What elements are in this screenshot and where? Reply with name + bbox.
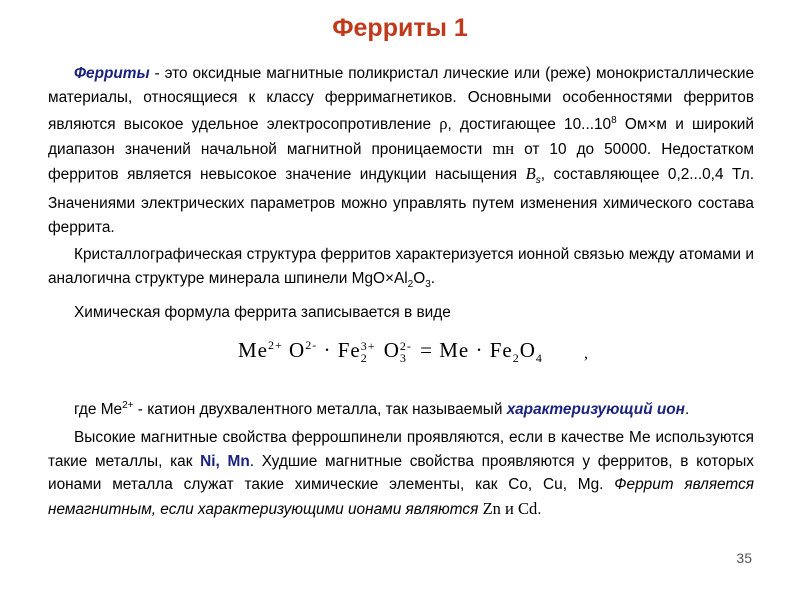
spinel-sub-2: 3 (425, 279, 431, 291)
properties-text-c: . (537, 500, 542, 518)
formula-expression (238, 334, 543, 371)
formula-dot: · (323, 338, 332, 363)
formula-o3-sup: 2- (399, 339, 412, 354)
paragraph-structure (48, 243, 754, 296)
formula-rhs-fe-sub: 2 (512, 351, 520, 366)
formula-equals: = (420, 338, 433, 363)
spinel-formula-end: . (430, 269, 436, 287)
bs-symbol: B (525, 163, 536, 183)
definition-text-d: от 10 до 50000. Недостатком ферритов является невысокое значение индукции насыщения (48, 140, 754, 183)
metals-zn-cd: Zn и Cd (482, 498, 538, 518)
bs-subscript: s (535, 174, 541, 186)
formula-o3-indices (400, 340, 412, 364)
formula-rhs-o-sub: 4 (535, 351, 543, 366)
formula-rhs-o: O (519, 338, 536, 363)
formula-me: Me (238, 338, 268, 363)
cation-sup: 2+ (122, 400, 134, 412)
formula-fe-indices (361, 340, 376, 364)
paragraph-definition (48, 62, 754, 239)
mu-symbol: mн (492, 138, 515, 158)
definition-text-e: , составляющее 0,2...0,4 Тл. Значениями электрических параметров можно управлять путем изменения химического состава феррита. (48, 165, 754, 236)
definition-text-b: , достигающее 10...10 (447, 116, 612, 134)
cation-text-b: - катион двухвалентного металла, так называемый (133, 401, 507, 419)
paragraph-formula-intro: Химическая формула феррита записывается в виде (74, 303, 451, 321)
slide-content (48, 62, 754, 521)
formula-o: O (289, 338, 306, 363)
properties-text-a: Высокие магнитные свойства феррошпинели проявляются, если в качестве Ме используются такие металлы, как (48, 428, 754, 470)
cation-text-a: где Me (74, 401, 123, 419)
formula-o3-sub: 3 (399, 351, 407, 366)
definition-text-c: Ом×м и широкий диапазон значений начальной магнитной проницаемости (48, 116, 755, 158)
formula-o3: O (383, 338, 400, 363)
structure-text: Кристаллографическая структура ферритов характеризуется ионной связью между атомами и аналогична структуре минерала шпинели (48, 246, 754, 287)
metals-ni-mn: Ni, Mn (200, 452, 250, 470)
formula-fe-sub: 2 (360, 351, 368, 366)
exponent: 8 (611, 115, 617, 127)
spinel-formula-a: MgO×Al (351, 269, 408, 287)
formula-rhs-fe: Fe (489, 338, 513, 363)
paragraph-properties (48, 426, 754, 521)
formula-comma: , (584, 345, 588, 363)
formula-rhs-me: Me (439, 338, 470, 363)
paragraph-cation (48, 394, 754, 422)
term-characteristic-ion: характеризующий ион (506, 401, 685, 419)
spinel-formula-b: O (413, 269, 426, 287)
spinel-sub-1: 2 (407, 279, 414, 291)
properties-italic: Феррит является немагнитным, если характеризующими ионами являются (48, 476, 754, 518)
cation-text-c: . (684, 401, 690, 419)
definition-text-a: - это оксидные магнитные поликристал лические или (реже) монокристаллические материалы, относящиеся к классу ферримагнетиков. Основными особенностями ферритов являются высокое удельное электросопротивление (48, 65, 754, 134)
term-ferrites: Ферриты (74, 65, 150, 82)
page-number: 35 (736, 550, 752, 566)
chemical-formula (48, 324, 754, 394)
formula-fe-sup: 3+ (360, 339, 376, 354)
rho-symbol: ρ (439, 114, 448, 134)
formula-rhs-dot: · (475, 338, 484, 363)
formula-o-sup: 2- (305, 338, 318, 353)
formula-me-sup: 2+ (268, 338, 283, 353)
formula-fe: Fe (337, 338, 361, 363)
slide-title: Ферриты 1 (332, 14, 468, 42)
properties-text-b: . Худшие магнитные свойства проявляются у ферритов, в которых ионами металла служат такие химические элементы, как Co, Cu, Mg. (48, 452, 754, 494)
